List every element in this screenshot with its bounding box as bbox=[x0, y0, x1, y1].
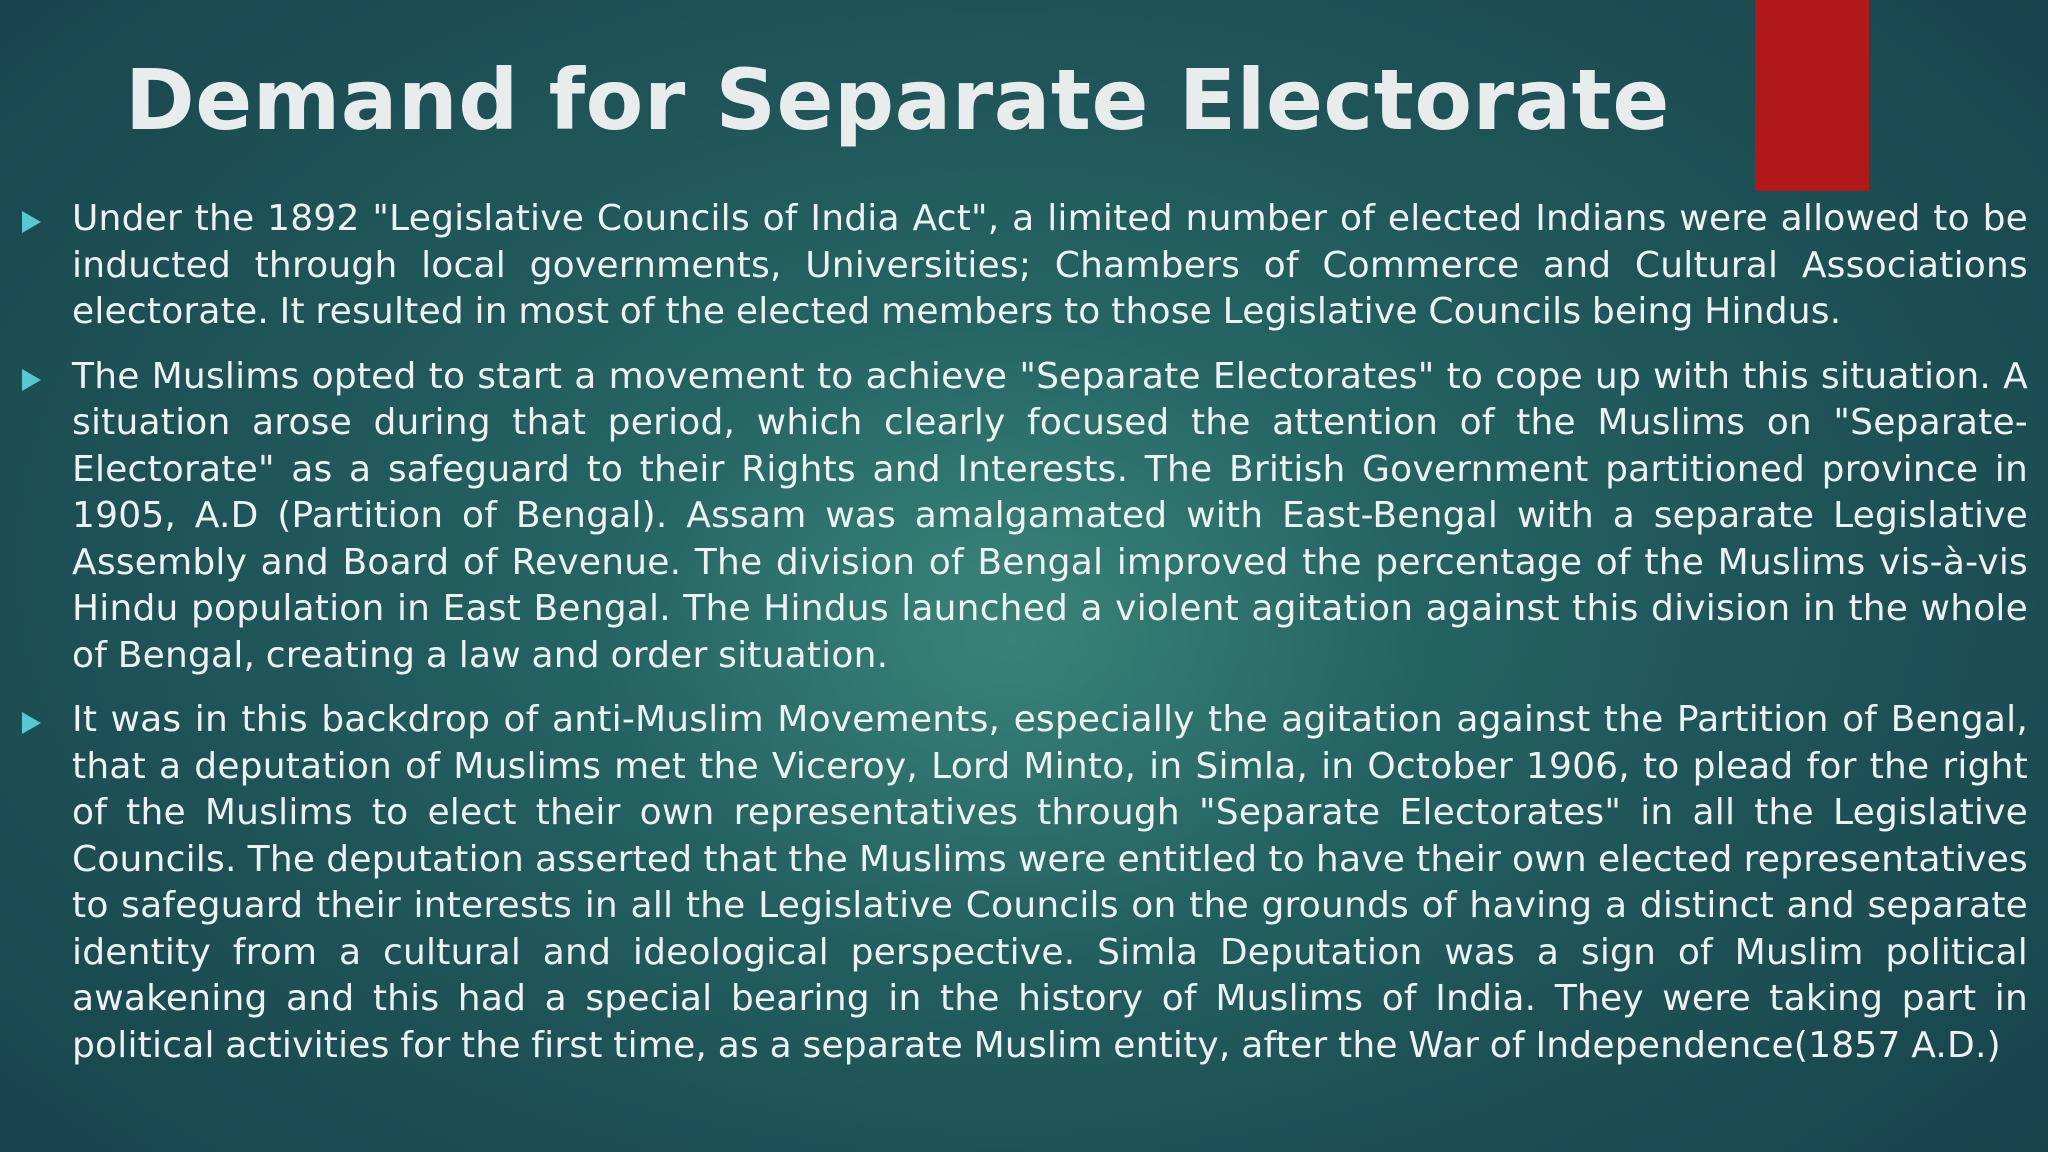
triangle-bullet-icon bbox=[22, 369, 41, 391]
bullet-item bbox=[0, 196, 2048, 336]
bullet-list bbox=[0, 196, 2048, 1087]
bullet-text: The Muslims opted to start a movement to achieve "Separate Electorates" to cope up with this situation. A situation arose during that period, which clearly focused the attention of the Muslims on "Separate-Electorate" as a safeguard to their Rights and Interests. The British Government partitioned province in 1905, A.D (Partition of Bengal). Assam was amalgamated with East-Bengal with a separate Legislative Assembly and Board of Revenue. The division of Bengal improved the percentage of the Muslims vis-à-vis Hindu population in East Bengal. The Hindus launched a violent agitation against this division in the whole of Bengal, creating a law and order situation. bbox=[72, 355, 2028, 676]
bullet-item bbox=[0, 697, 2048, 1069]
accent-bar bbox=[1755, 0, 1869, 191]
bullet-text: Under the 1892 "Legislative Councils of India Act", a limited number of elected Indians were allowed to be inducted through local governments, Universities; Chambers of Commerce and Cultural Associations electorate. It resulted in most of the elected members to those Legislative Councils being Hindus. bbox=[72, 198, 2028, 332]
triangle-bullet-icon bbox=[22, 712, 41, 734]
bullet-text: It was in this backdrop of anti-Muslim Movements, especially the agitation against the Partition of Bengal, that a deputation of Muslims met the Viceroy, Lord Minto, in Simla, in October 1906, to plead for the right of the Muslims to elect their own representatives through "Separate Electorates" in all the Legislative Councils. The deputation asserted that the Muslims were entitled to have their own elected representatives to safeguard their interests in all the Legislative Councils on the grounds of having a distinct and separate identity from a cultural and ideological perspective. Simla Deputation was a sign of Muslim political awakening and this had a special bearing in the history of Muslims of India. They were taking part in political activities for the first time, as a separate Muslim entity, after the War of Independence(1857 A.D.) bbox=[72, 699, 2028, 1066]
bullet-item bbox=[0, 354, 2048, 680]
slide-title: Demand for Separate Electorate bbox=[125, 51, 1670, 149]
triangle-bullet-icon bbox=[22, 211, 41, 233]
